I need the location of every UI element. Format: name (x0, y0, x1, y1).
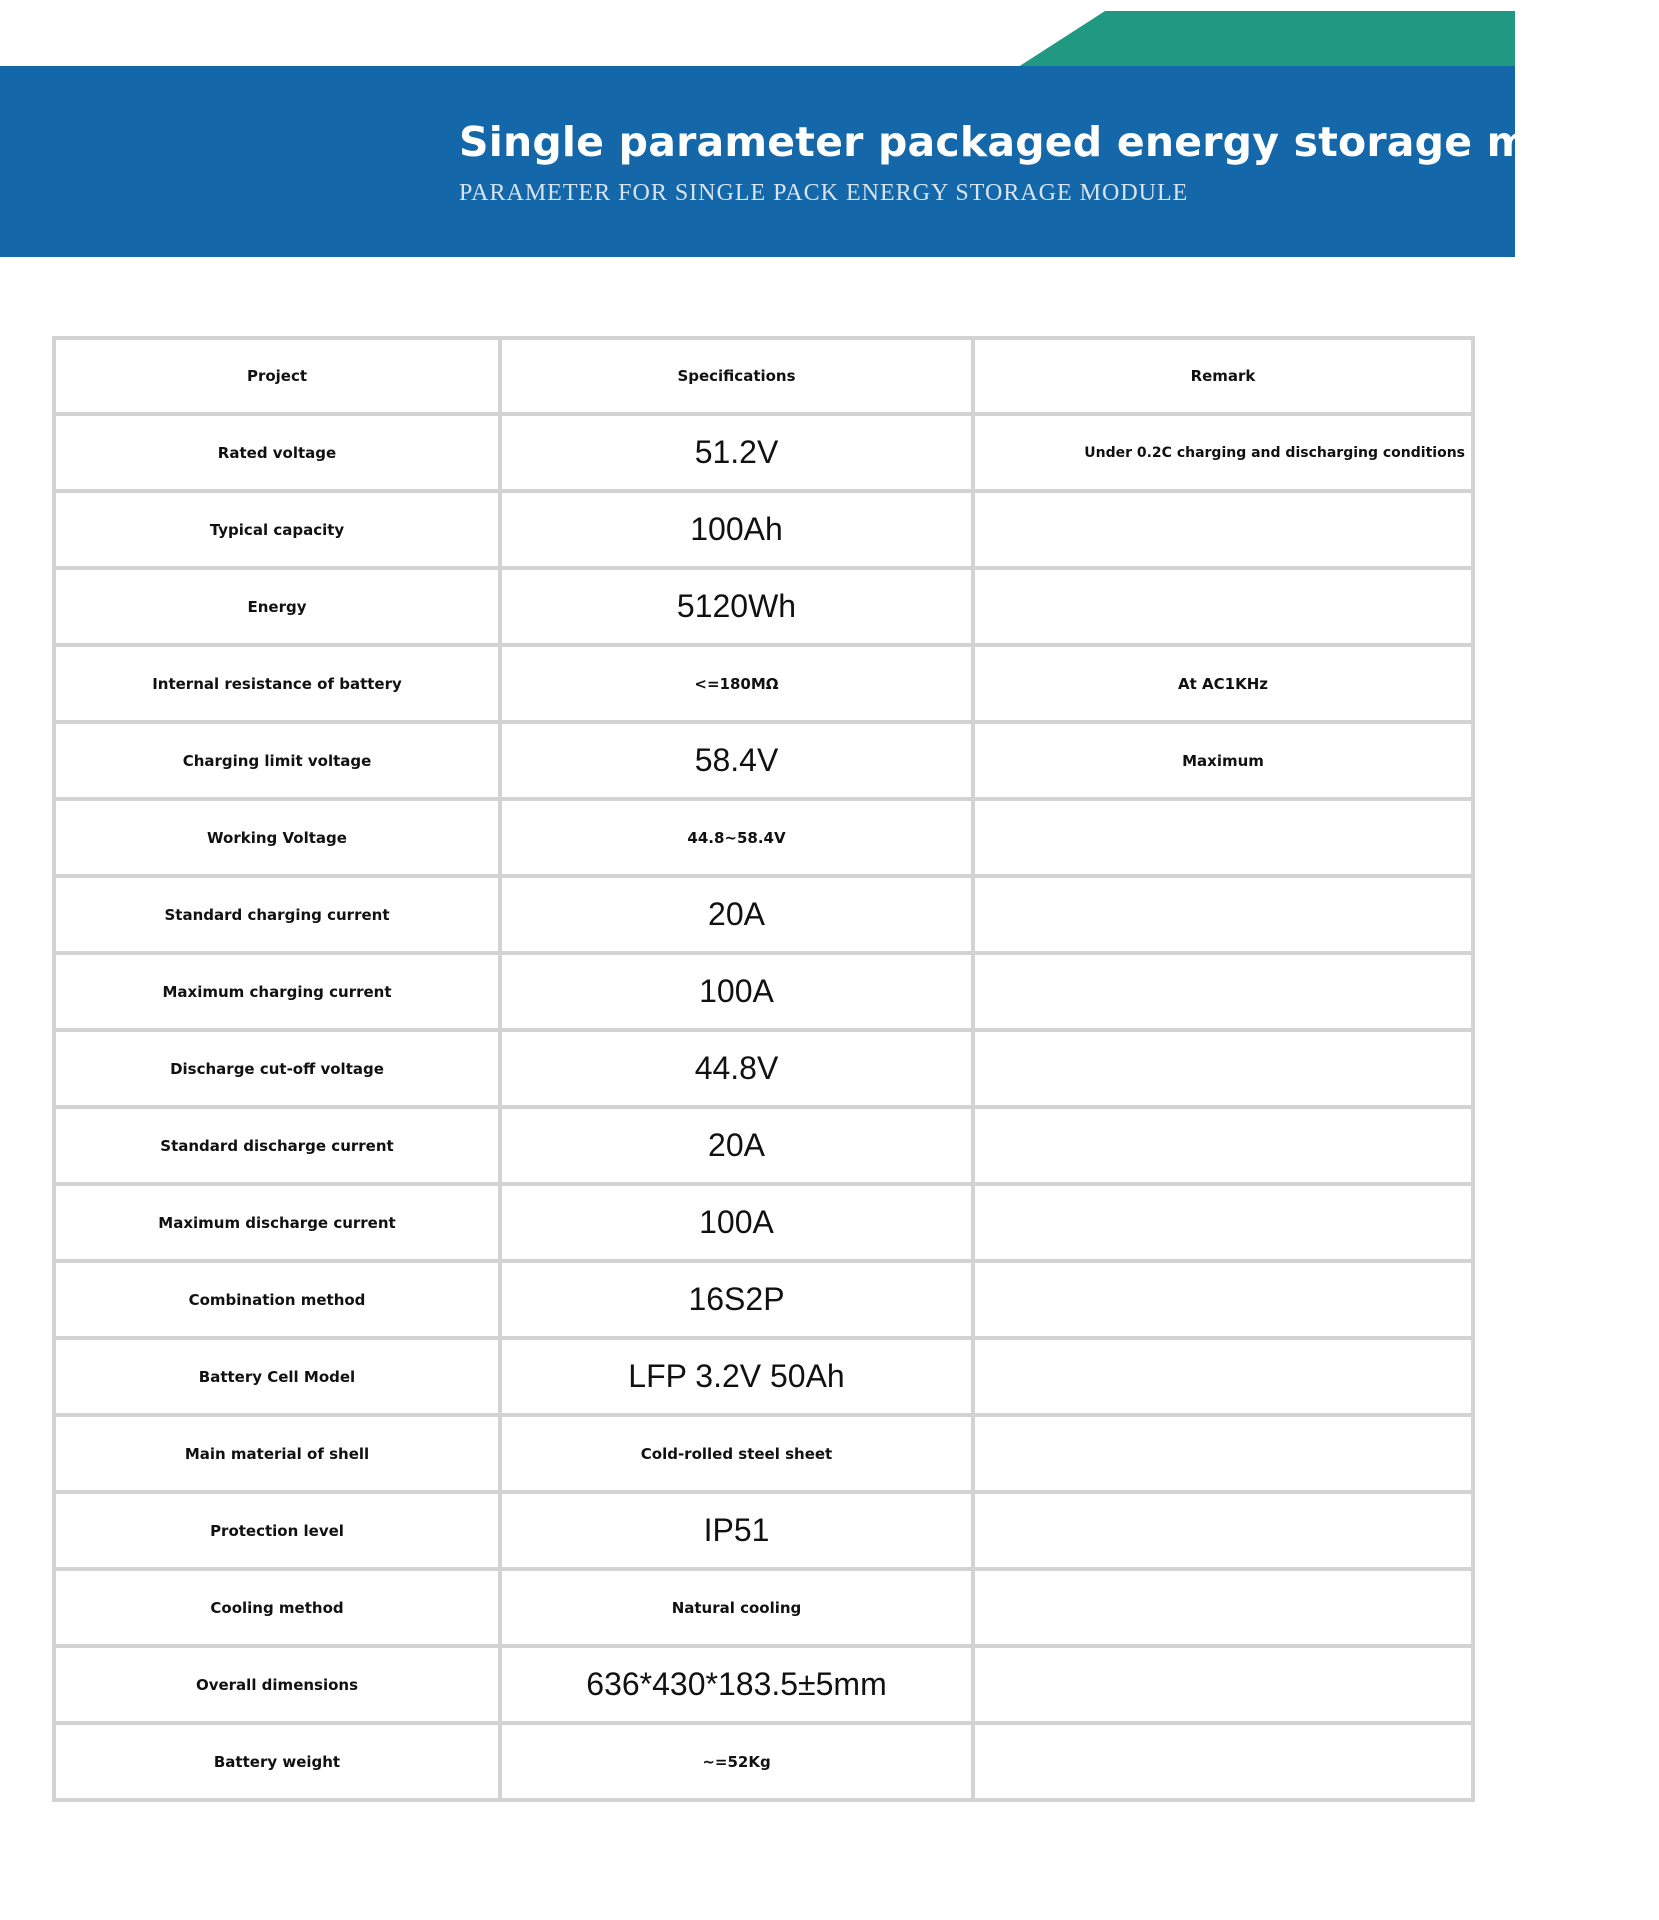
table-row (54, 1261, 1473, 1338)
remark-cell (973, 1261, 1473, 1338)
project-cell: Energy (54, 568, 500, 645)
project-cell: Internal resistance of battery (54, 645, 500, 722)
spec-cell: 100A (500, 1184, 973, 1261)
table-row (54, 1184, 1473, 1261)
remark-cell (973, 876, 1473, 953)
top-accent-strip (0, 0, 1515, 68)
spec-cell: 51.2V (500, 414, 973, 491)
project-cell: Overall dimensions (54, 1646, 500, 1723)
spec-cell: ~=52Kg (500, 1723, 973, 1800)
green-accent-shape (1015, 11, 1515, 69)
column-header-remark: Remark (973, 338, 1473, 414)
table-row (54, 1492, 1473, 1569)
project-cell: Main material of shell (54, 1415, 500, 1492)
table-row (54, 1030, 1473, 1107)
table-row (54, 568, 1473, 645)
spec-cell: 5120Wh (500, 568, 973, 645)
spec-cell: LFP 3.2V 50Ah (500, 1338, 973, 1415)
remark-cell (973, 799, 1473, 876)
table-row (54, 491, 1473, 568)
spec-cell: IP51 (500, 1492, 973, 1569)
table-row (54, 1107, 1473, 1184)
table-row (54, 645, 1473, 722)
column-header-project: Project (54, 338, 500, 414)
table-row (54, 799, 1473, 876)
spec-cell: 636*430*183.5±5mm (500, 1646, 973, 1723)
remark-cell: At AC1KHz (973, 645, 1473, 722)
spec-cell: 20A (500, 876, 973, 953)
table-header-row (54, 338, 1473, 414)
remark-cell (973, 491, 1473, 568)
spec-cell: 100Ah (500, 491, 973, 568)
spec-cell: 16S2P (500, 1261, 973, 1338)
table-row (54, 414, 1473, 491)
spec-cell: Natural cooling (500, 1569, 973, 1646)
spec-cell: 100A (500, 953, 973, 1030)
spec-cell: 20A (500, 1107, 973, 1184)
remark-cell: Maximum (973, 722, 1473, 799)
spec-cell: 58.4V (500, 722, 973, 799)
project-cell: Maximum charging current (54, 953, 500, 1030)
column-header-specifications: Specifications (500, 338, 973, 414)
remark-cell (973, 1723, 1473, 1800)
remark-cell (973, 1030, 1473, 1107)
remark-cell (973, 1569, 1473, 1646)
project-cell: Standard discharge current (54, 1107, 500, 1184)
remark-cell (973, 953, 1473, 1030)
spec-table (52, 336, 1475, 1802)
spec-cell: 44.8~58.4V (500, 799, 973, 876)
project-cell: Battery Cell Model (54, 1338, 500, 1415)
remark-cell (973, 1646, 1473, 1723)
project-cell: Maximum discharge current (54, 1184, 500, 1261)
table-row (54, 1415, 1473, 1492)
remark-cell (973, 1107, 1473, 1184)
header-banner (0, 66, 1659, 257)
project-cell: Charging limit voltage (54, 722, 500, 799)
table-row (54, 1338, 1473, 1415)
project-cell: Battery weight (54, 1723, 500, 1800)
page-subtitle: PARAMETER FOR SINGLE PACK ENERGY STORAGE MODULE (459, 180, 1189, 206)
project-cell: Typical capacity (54, 491, 500, 568)
table-row (54, 953, 1473, 1030)
table-row (54, 1723, 1473, 1800)
project-cell: Working Voltage (54, 799, 500, 876)
project-cell: Discharge cut-off voltage (54, 1030, 500, 1107)
spec-cell: <=180MΩ (500, 645, 973, 722)
table-row (54, 876, 1473, 953)
remark-cell: Under 0.2C charging and discharging conditions (973, 414, 1473, 491)
project-cell: Standard charging current (54, 876, 500, 953)
table-row (54, 1646, 1473, 1723)
spec-cell: 44.8V (500, 1030, 973, 1107)
table-row (54, 1569, 1473, 1646)
project-cell: Rated voltage (54, 414, 500, 491)
table-row (54, 722, 1473, 799)
remark-cell (973, 1492, 1473, 1569)
page-title: Single parameter packaged energy storage module (459, 118, 1659, 166)
project-cell: Protection level (54, 1492, 500, 1569)
project-cell: Cooling method (54, 1569, 500, 1646)
remark-cell (973, 568, 1473, 645)
project-cell: Combination method (54, 1261, 500, 1338)
remark-cell (973, 1415, 1473, 1492)
remark-cell (973, 1338, 1473, 1415)
spec-cell: Cold-rolled steel sheet (500, 1415, 973, 1492)
remark-cell (973, 1184, 1473, 1261)
